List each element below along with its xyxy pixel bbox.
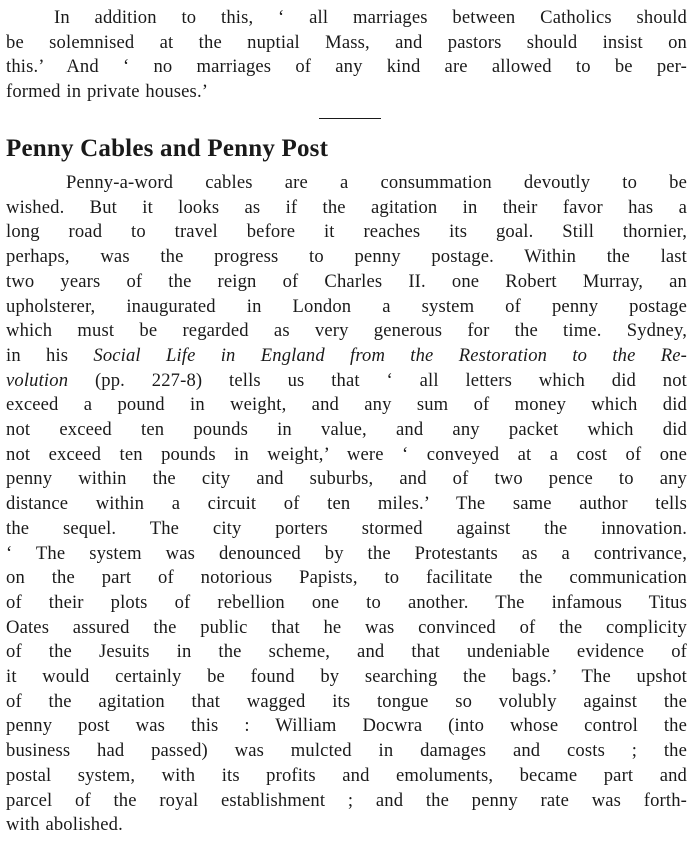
body-line: volution (pp. 227-8) tells us that ‘ all letters which did not: [6, 369, 687, 391]
body-line: with abolished.: [6, 814, 123, 836]
intro-line: formed in private houses.’: [6, 81, 209, 103]
section-divider-rule: [319, 118, 381, 119]
intro-paragraph: [6, 6, 687, 105]
body-line: of their plots of rebellion one to another. The infamous Titus: [6, 591, 687, 613]
body-line: wished. But it looks as if the agitation in their favor has a: [6, 196, 687, 218]
body-line: distance within a circuit of ten miles.’ The same author tells: [6, 493, 687, 515]
body-line: of the agitation that wagged its tongue so volubly against the: [6, 690, 687, 712]
body-line: two years of the reign of Charles II. one Robert Murray, an: [6, 270, 687, 292]
body-line: which must be regarded as very generous for the time. Sydney,: [6, 320, 687, 342]
italic-title-text: volution: [6, 369, 69, 391]
intro-line: be solemnised at the nuptial Mass, and pastors should insist on: [6, 31, 687, 53]
body-line: penny post was this : William Docwra (into whose control the: [6, 715, 687, 737]
body-line: postal system, with its profits and emoluments, became part and: [6, 764, 687, 786]
intro-line: this.’ And ‘ no marriages of any kind are allowed to be per-: [6, 56, 687, 78]
body-line: the sequel. The city porters stormed against the innovation.: [6, 517, 687, 539]
body-line: Oates assured the public that he was convinced of the complicity: [6, 616, 687, 638]
body-paragraph: [6, 171, 687, 838]
body-line: in his Social Life in England from the Restoration to the Re-: [6, 344, 687, 366]
body-line: ‘ The system was denounced by the Protestants as a contrivance,: [6, 542, 687, 564]
body-line: on the part of notorious Papists, to facilitate the communication: [6, 567, 687, 589]
body-line: business had passed) was mulcted in damages and costs ; the: [6, 740, 687, 762]
body-line: Penny-a-word cables are a consummation devoutly to be: [66, 172, 687, 193]
body-line: not exceed ten pounds in value, and any packet which did: [6, 419, 687, 441]
body-line: long road to travel before it reaches its goal. Still thornier,: [6, 221, 687, 243]
italic-title-text: Social Life in England from the Restoration to the Re-: [93, 344, 687, 366]
body-line: upholsterer, inaugurated in London a system of penny postage: [6, 295, 687, 317]
body-line: penny within the city and suburbs, and of two pence to any: [6, 468, 687, 490]
body-line: it would certainly be found by searching the bags.’ The upshot: [6, 666, 687, 688]
body-line: of the Jesuits in the scheme, and that undeniable evidence of: [6, 641, 687, 663]
section-heading: Penny Cables and Penny Post: [6, 135, 329, 162]
body-line: parcel of the royal establishment ; and the penny rate was forth-: [6, 789, 687, 811]
body-line: perhaps, was the progress to penny postage. Within the last: [6, 246, 687, 268]
body-line: not exceed ten pounds in weight,’ were ‘ conveyed at a cost of one: [6, 443, 687, 465]
intro-line: In addition to this, ‘ all marriages between Catholics should: [54, 7, 687, 28]
body-line: exceed a pound in weight, and any sum of money which did: [6, 394, 687, 416]
